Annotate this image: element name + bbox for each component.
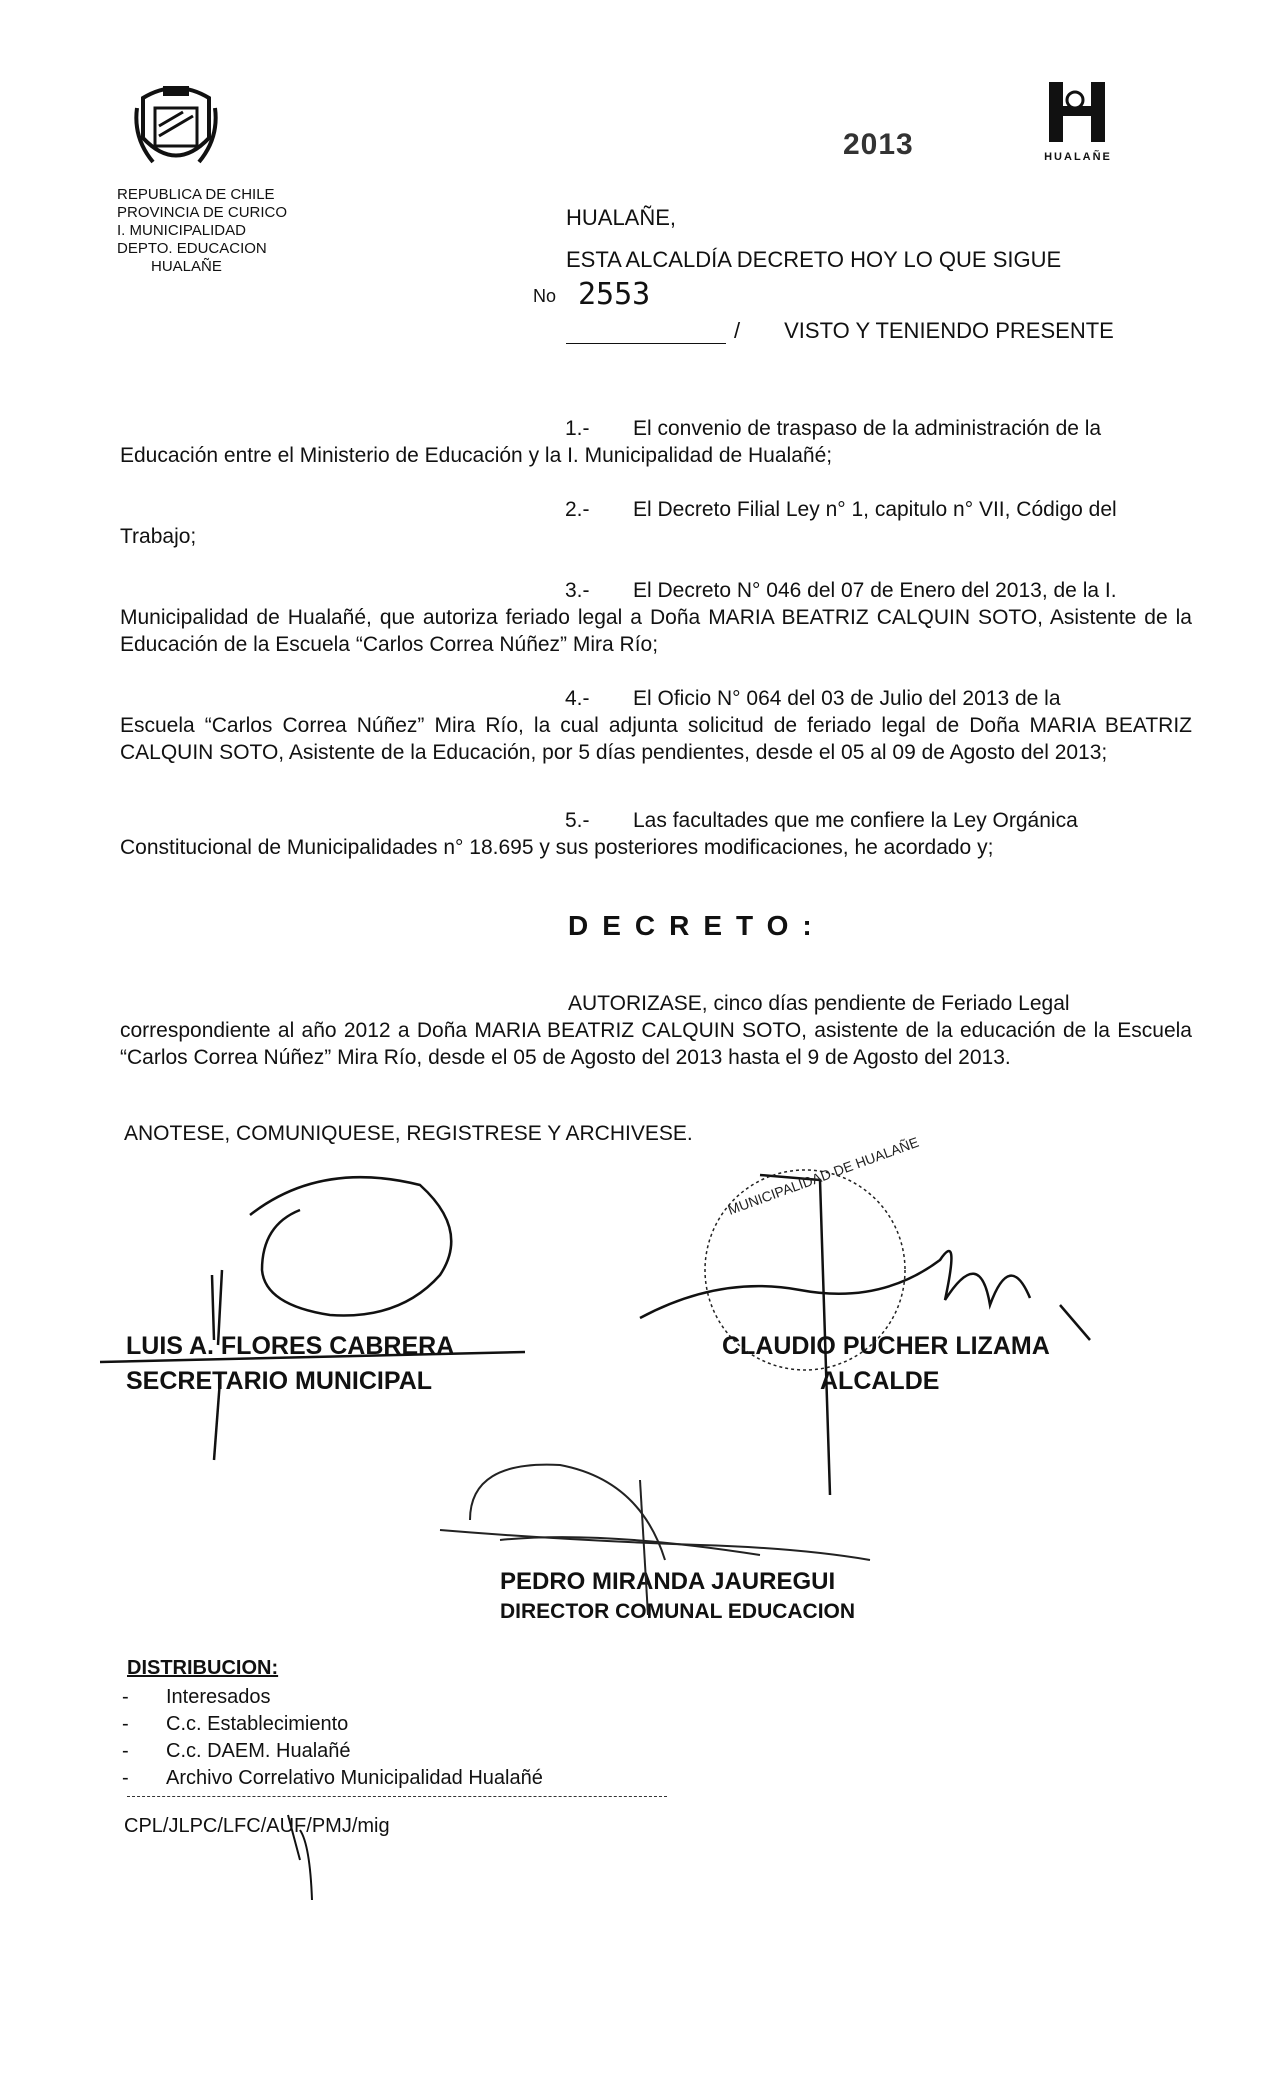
item-number: 1.- xyxy=(565,417,590,440)
blank-underline xyxy=(566,325,726,344)
item-number: 4.- xyxy=(565,687,590,710)
signatory-title-secretary: SECRETARIO MUNICIPAL xyxy=(126,1367,433,1395)
item-number: 3.- xyxy=(565,579,590,602)
item-first-line: El Decreto Filial Ley n° 1, capitulo n° VII, Código del xyxy=(633,498,1117,521)
city-line: HUALAÑE, xyxy=(566,205,677,230)
distribution-heading: DISTRIBUCION: xyxy=(127,1657,279,1679)
issuer-line: I. MUNICIPALIDAD xyxy=(117,222,246,239)
list-item: - Archivo Correlativo Municipalidad Hualañé xyxy=(122,1767,543,1789)
resolution-first-line: AUTORIZASE, cinco días pendiente de Feriado Legal xyxy=(568,992,1070,1015)
list-item: - C.c. Establecimiento xyxy=(122,1713,349,1735)
stamp-text: MUNICIPALIDAD DE HUALAÑE xyxy=(725,1133,921,1218)
consideration-2 xyxy=(120,496,1192,550)
list-item: - C.c. DAEM. Hualañé xyxy=(122,1740,351,1762)
item-first-line: El Oficio N° 064 del 03 de Julio del 2013 de la xyxy=(633,687,1061,710)
secretary-signature xyxy=(100,1177,525,1460)
issuer-line: REPUBLICA DE CHILE xyxy=(117,186,275,203)
consideration-5 xyxy=(120,807,1192,861)
item-first-line: El convenio de traspaso de la administración de la xyxy=(633,417,1102,440)
item-number: 2.- xyxy=(565,498,590,521)
item-continuation: Trabajo; xyxy=(120,525,197,548)
item-continuation: Constitucional de Municipalidades n° 18.695 y sus posteriores modificaciones, he acordado y; xyxy=(120,836,994,859)
issuer-block xyxy=(117,186,357,276)
distribution-item: Archivo Correlativo Municipalidad Hualañé xyxy=(166,1767,543,1789)
resolution-continuation: correspondiente al año 2012 a Doña MARIA BEATRIZ CALQUIN SOTO, asistente de la educación de la Escuela “Carlos Correa Núñez” Mira Río, desde el 05 de Agosto del 2013 hasta el 9 de Agosto del 2013. xyxy=(120,1019,1192,1069)
visto-line xyxy=(566,318,1131,344)
signatory-title-mayor: ALCALDE xyxy=(820,1367,940,1395)
hualane-logo-icon xyxy=(1035,76,1121,146)
decree-intro: ESTA ALCALDÍA DECRETO HOY LO QUE SIGUE xyxy=(566,247,1062,272)
item-first-line: El Decreto N° 046 del 07 de Enero del 2013, de la I. xyxy=(633,579,1117,602)
distribution-item: C.c. DAEM. Hualañé xyxy=(166,1740,351,1762)
distribution-item: C.c. Establecimiento xyxy=(166,1713,349,1735)
resolution-paragraph xyxy=(120,990,1192,1071)
decreto-title: DECRETO: xyxy=(568,910,826,941)
issuer-line: HUALAÑE xyxy=(151,258,222,275)
item-continuation: Educación entre el Ministerio de Educación y la I. Municipalidad de Hualañé; xyxy=(120,444,833,467)
decree-number: 2553 xyxy=(578,277,651,312)
consideration-4 xyxy=(120,685,1192,766)
issuer-line: PROVINCIA DE CURICO xyxy=(117,204,288,221)
consideration-3 xyxy=(120,577,1192,658)
signatory-title-director: DIRECTOR COMUNAL EDUCACION xyxy=(500,1600,856,1623)
signatory-name-mayor: CLAUDIO PUCHER LIZAMA xyxy=(722,1332,1050,1360)
signatory-name-director: PEDRO MIRANDA JAUREGUI xyxy=(500,1568,836,1595)
logo-label: HUALAÑE xyxy=(1044,151,1112,163)
consideration-1 xyxy=(120,415,1192,469)
item-continuation: Escuela “Carlos Correa Núñez” Mira Río, la cual adjunta solicitud de feriado legal de Doña MARIA BEATRIZ CALQUIN SOTO, Asistente de la Educación, por 5 días pendientes, desde el 05 al 09 de Agosto del 2013; xyxy=(120,714,1192,764)
distribution-item: Interesados xyxy=(166,1686,271,1708)
issuer-line: DEPTO. EDUCACION xyxy=(117,240,267,257)
item-first-line: Las facultades que me confiere la Ley Orgánica xyxy=(633,809,1078,832)
hualane-logo xyxy=(1035,76,1121,176)
slash: / xyxy=(734,318,741,343)
year-stamp: 2013 xyxy=(843,128,914,161)
municipal-crest-icon xyxy=(133,78,219,178)
item-continuation: Municipalidad de Hualañé, que autoriza feriado legal a Doña MARIA BEATRIZ CALQUIN SOTO, Asistente de la Educación de la Escuela “Carlos Correa Núñez” Mira Río; xyxy=(120,606,1192,656)
list-item: - Interesados xyxy=(122,1686,271,1708)
distribution-list xyxy=(122,1684,543,1792)
item-number: 5.- xyxy=(565,809,590,832)
signatory-name-secretary: LUIS A. FLORES CABRERA xyxy=(126,1332,455,1360)
visto-text: VISTO Y TENIENDO PRESENTE xyxy=(784,318,1114,343)
reference-initials: CPL/JLPC/LFC/AUF/PMJ/mig xyxy=(124,1815,390,1837)
closing-formula: ANOTESE, COMUNIQUESE, REGISTRESE Y ARCHIVESE. xyxy=(124,1122,693,1145)
separator-dashed xyxy=(127,1796,667,1797)
number-prefix: No xyxy=(533,286,557,306)
